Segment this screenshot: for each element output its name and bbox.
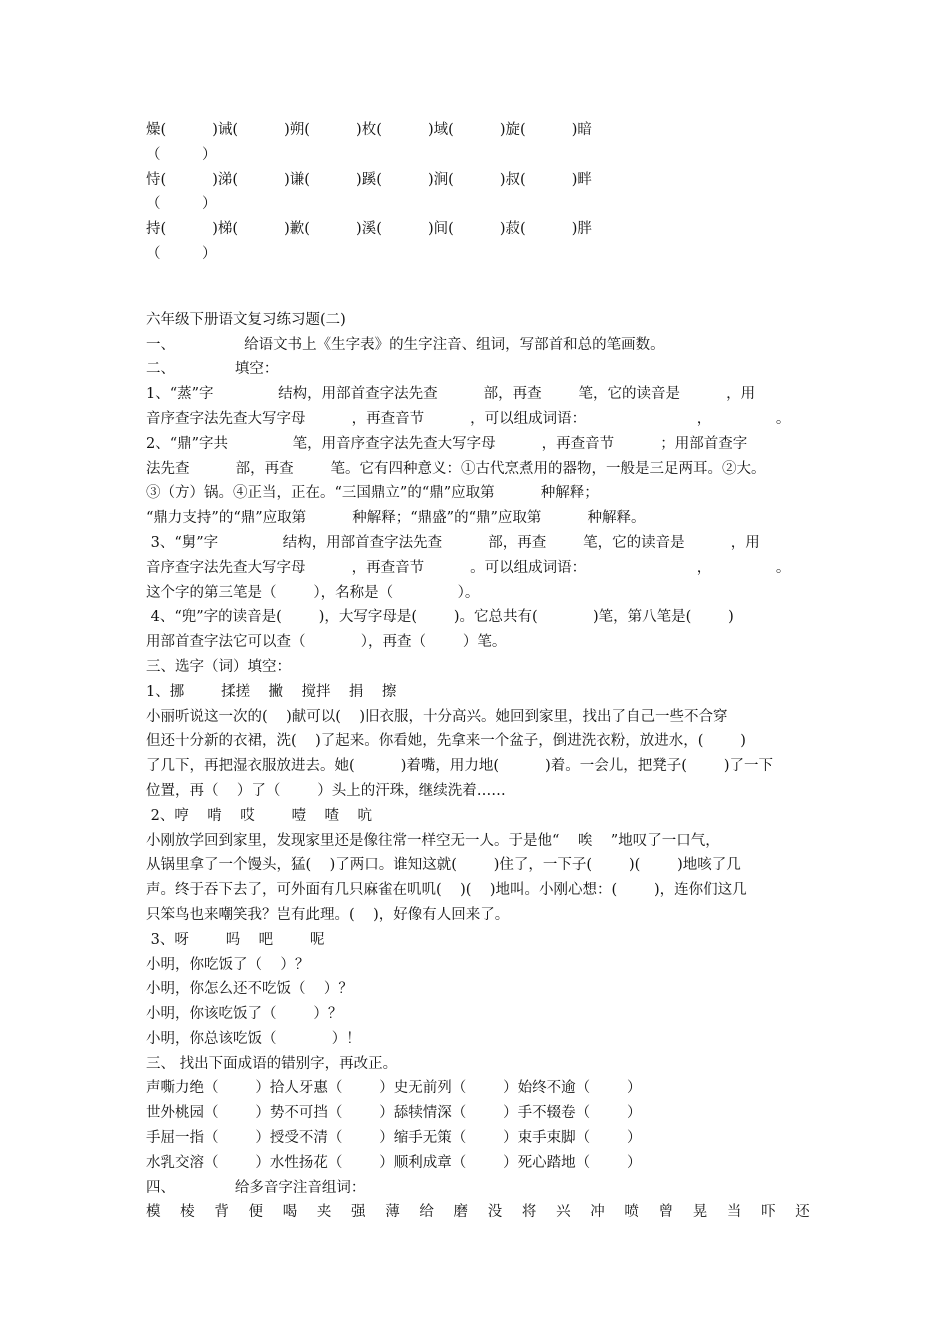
polyphone-char: 强 bbox=[351, 1204, 366, 1221]
polyphone-char: 曾 bbox=[658, 1204, 674, 1221]
polyphone-char: 还 bbox=[795, 1204, 810, 1221]
polyphone-char: 夹 bbox=[316, 1204, 332, 1221]
body-line: 法先查 部，再查 笔。它有四种意义：①古代烹煮用的器物，一般是三足两耳。②大。 bbox=[146, 460, 766, 477]
polyphone-char: 磨 bbox=[453, 1204, 469, 1221]
body-line: 一、 给语文书上《生字表》的生字注音、组词，写部首和总的笔画数。 bbox=[146, 336, 665, 353]
exercise-line: 恃( )涕( )谦( )蹊( )涧( )叔( )畔 bbox=[146, 171, 592, 188]
polyphone-char: 便 bbox=[248, 1204, 264, 1221]
body-line: 3、呀 吗 吧 呢 bbox=[146, 931, 325, 948]
body-line: 只笨鸟也来嘲笑我？岂有此理。( )，好像有人回来了。 bbox=[146, 906, 510, 923]
body-line: 3、“舅”字 结构，用部首查字法先查 部，再查 笔，它的读音是 ，用 bbox=[146, 534, 760, 551]
body-line: “鼎力支持”的“鼎”应取第 种解释；“鼎盛”的“鼎”应取第 种解释。 bbox=[146, 510, 646, 527]
document-body bbox=[146, 333, 810, 1201]
exercise-line: （ ） bbox=[146, 146, 217, 163]
body-line: 音序查字法先查大写字母 ，再查音节 ，可以组成词语： ， 。 bbox=[146, 410, 791, 427]
polyphone-row bbox=[146, 1200, 810, 1225]
character-exercise-block bbox=[146, 118, 810, 267]
polyphone-char: 背 bbox=[214, 1204, 229, 1221]
polyphone-char: 冲 bbox=[590, 1204, 605, 1221]
polyphone-char: 将 bbox=[521, 1204, 537, 1221]
body-line: 水乳交溶（ ）水性扬花（ ）顺利成章（ ）死心踏地（ ） bbox=[146, 1154, 642, 1171]
polyphone-char: 当 bbox=[726, 1204, 742, 1221]
polyphone-char: 喝 bbox=[282, 1204, 298, 1221]
body-line: 小明，你总该吃饭（ ）！ bbox=[146, 1030, 361, 1047]
body-line: 声嘶力绝（ ）拾人牙惠（ ）史无前列（ ）始终不逾（ ） bbox=[146, 1080, 642, 1097]
document-title: 六年级下册语文复习练习题(二) bbox=[146, 311, 346, 328]
polyphone-char: 兴 bbox=[556, 1204, 571, 1221]
exercise-line: （ ） bbox=[146, 245, 217, 262]
body-line: 小明，你怎么还不吃饭（ ）？ bbox=[146, 981, 353, 998]
polyphone-char: 晃 bbox=[692, 1204, 708, 1221]
body-line: 2、哼 啃 哎 噎 喳 吭 bbox=[146, 807, 372, 824]
body-line: 这个字的第三笔是（ ），名称是（ ）。 bbox=[146, 584, 480, 601]
body-line: 小明，你吃饭了（ ）？ bbox=[146, 956, 310, 973]
body-line: 音序查字法先查大写字母 ，再查音节 。可以组成词语： ， 。 bbox=[146, 559, 791, 576]
body-line: 世外桃园（ ）势不可挡（ ）舔犊情深（ ）手不辍卷（ ） bbox=[146, 1105, 642, 1122]
body-line: 4、“兜”字的读音是( )，大写字母是( )。它总共有( )笔，第八笔是( ) bbox=[146, 609, 734, 626]
body-line: 二、 填空： bbox=[146, 361, 279, 378]
body-line: 小明，你该吃饭了（ ）？ bbox=[146, 1006, 343, 1023]
polyphone-char: 没 bbox=[487, 1204, 503, 1221]
polyphone-char: 棱 bbox=[180, 1204, 195, 1221]
exercise-line: 燥( )诫( )朔( )枚( )域( )旋( )暗 bbox=[146, 122, 592, 138]
body-line: 了几下，再把湿衣服放进去。她( )着嘴，用力地( )着。一会儿，把凳子( )了一下 bbox=[146, 758, 773, 775]
body-line: 1、“蒸”字 结构，用部首查字法先查 部，再查 笔，它的读音是 ，用 bbox=[146, 386, 756, 403]
body-line: 位置，再（ ）了（ ）头上的汗珠，继续洗着…… bbox=[146, 782, 506, 799]
body-line: 2、“鼎”字共 笔，用音序查字法先查大写字母 ，再查音节 ；用部首查字 bbox=[146, 435, 748, 452]
body-line: 四、 给多音字注音组词： bbox=[146, 1179, 366, 1196]
body-line: 从锅里拿了一个馒头，猛( )了两口。谁知这就( )住了，一下子( )( )地咳了几 bbox=[146, 857, 741, 874]
polyphone-char: 给 bbox=[419, 1204, 434, 1221]
body-line: 手屈一指（ ）授受不清（ ）缩手无策（ ）束手束脚（ ） bbox=[146, 1130, 642, 1147]
body-line: 用部首查字法它可以查（ ），再查（ ）笔。 bbox=[146, 634, 507, 651]
exercise-line: （ ） bbox=[146, 196, 217, 213]
polyphone-char: 喷 bbox=[624, 1204, 639, 1221]
body-line: 三、 找出下面成语的错别字，再改正。 bbox=[146, 1055, 398, 1072]
body-line: 小刚放学回到家里，发现家里还是像往常一样空无一人。于是他“ 唉 ”地叹了一口气， bbox=[146, 832, 720, 849]
body-line: ③（方）锅。④正当，正在。“三国鼎立”的“鼎”应取第 种解释； bbox=[146, 485, 599, 502]
document-page bbox=[146, 118, 810, 1225]
body-line: 小丽听说这一次的( )献可以( )旧衣服，十分高兴。她回到家里，找出了自己一些不合穿 bbox=[146, 708, 728, 725]
body-line: 但还十分新的衣裙，洗( )了起来。你看她，先拿来一个盆子，倒进洗衣粉，放进水，( ) bbox=[146, 733, 746, 750]
body-line: 1、挪 揉搓 撇 搅拌 捐 擦 bbox=[146, 683, 397, 700]
polyphone-char: 模 bbox=[146, 1204, 161, 1221]
body-line: 三、选字（词）填空： bbox=[146, 658, 291, 675]
polyphone-char: 薄 bbox=[385, 1204, 400, 1221]
body-line: 声。终于吞下去了，可外面有几只麻雀在叽叽( )( )地叫。小刚心想：( )，连你们这几 bbox=[146, 882, 747, 899]
polyphone-char: 吓 bbox=[761, 1204, 776, 1221]
section-gap bbox=[146, 267, 810, 308]
exercise-line: 持( )梯( )歉( )溪( )间( )菽( )胖 bbox=[146, 221, 592, 238]
